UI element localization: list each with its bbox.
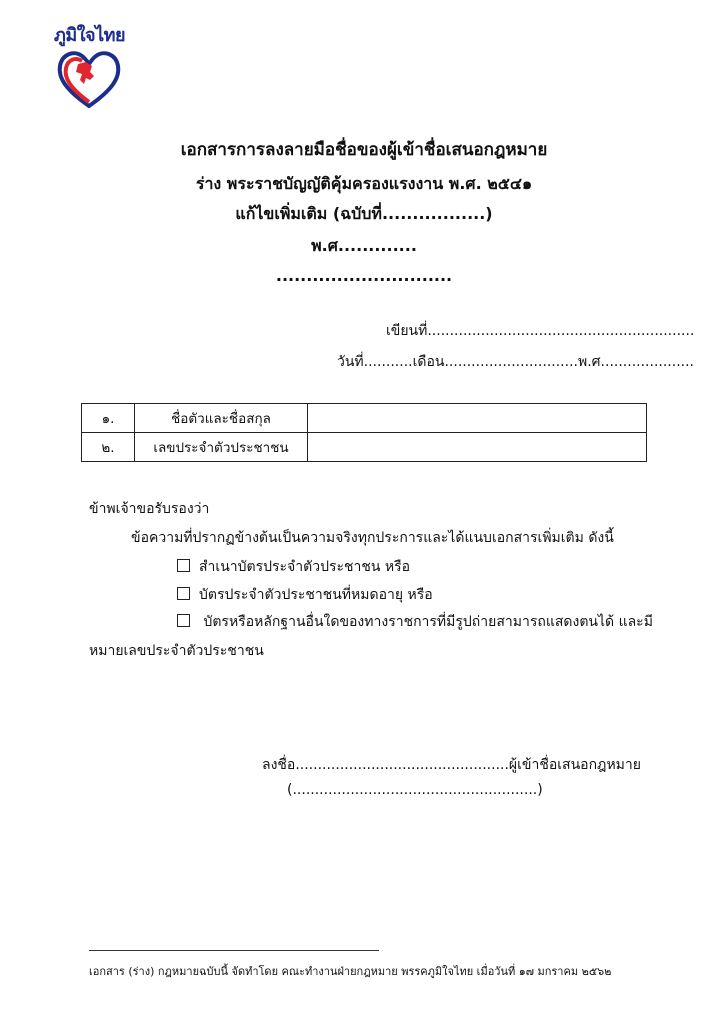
document-title: เอกสารการลงลายมือชื่อของผู้เข้าชื่อเสนอกฎหมาย (180, 140, 548, 160)
statement-text: ข้อความที่ปรากฏข้างต้นเป็นความจริงทุกประการและได้แนบเอกสารเพิ่มเติม ดังนี้ (131, 530, 614, 546)
table-row (82, 404, 647, 433)
footnote-divider (89, 950, 379, 951)
printed-name-line[interactable]: (.......................................................) (287, 782, 543, 798)
row-number: ๑. (82, 404, 135, 433)
logo-text: ภูมิใจไทย (54, 25, 126, 46)
blank-line: ............................. (275, 266, 453, 285)
document-subtitle: ร่าง พระราชบัญญัติคุ้มครองแรงงาน พ.ศ. ๒๕๔๑ (195, 174, 533, 193)
party-logo (52, 20, 124, 110)
option-other-official-id[interactable] (177, 611, 653, 633)
table-row (82, 433, 647, 462)
row-number: ๒. (82, 433, 135, 462)
heart-map-icon (56, 46, 122, 110)
option-expired-id-card[interactable] (177, 584, 433, 606)
option-continuation-text: หมายเลขประจำตัวประชาชน (89, 643, 264, 659)
date-field[interactable]: วันที่...........เดือน..............................พ.ศ..................... (337, 354, 694, 370)
signer-info-table (81, 403, 647, 462)
row-label: เลขประจำตัวประชาชน (135, 433, 308, 462)
option-label: บัตรหรือหลักฐานอื่นใดของทางราชการที่มีรูปถ่ายสามารถแสดงตนได้ และมี (199, 614, 653, 630)
signature-line[interactable]: ลงชื่อ................................................ผู้เข้าชื่อเสนอกฎหมาย (262, 757, 641, 773)
checkbox[interactable] (177, 614, 190, 627)
year-line: พ.ศ............. (311, 236, 417, 255)
written-at-field[interactable]: เขียนที่............................................................ (386, 323, 695, 339)
row-label: ชื่อตัวและชื่อสกุล (135, 404, 308, 433)
full-name-input[interactable] (308, 404, 647, 433)
checkbox[interactable] (177, 587, 190, 600)
footnote: เอกสาร (ร่าง) กฎหมายฉบับนี้ จัดทำโดย คณะทำงานฝ่ายกฎหมาย พรรคภูมิใจไทย เมื่อวันที่ ๑๗ มกราคม ๒๕๖๒ (89, 965, 612, 978)
citizen-id-input[interactable] (308, 433, 647, 462)
amendment-line: แก้ไขเพิ่มเติม (ฉบับที่.................) (235, 204, 493, 223)
option-label: สำเนาบัตรประจำตัวประชาชน หรือ (199, 559, 411, 575)
certify-text: ข้าพเจ้าขอรับรองว่า (89, 501, 210, 517)
option-id-card-copy[interactable] (177, 556, 410, 578)
option-label: บัตรประจำตัวประชาชนที่หมดอายุ หรือ (199, 587, 433, 603)
checkbox[interactable] (177, 559, 190, 572)
